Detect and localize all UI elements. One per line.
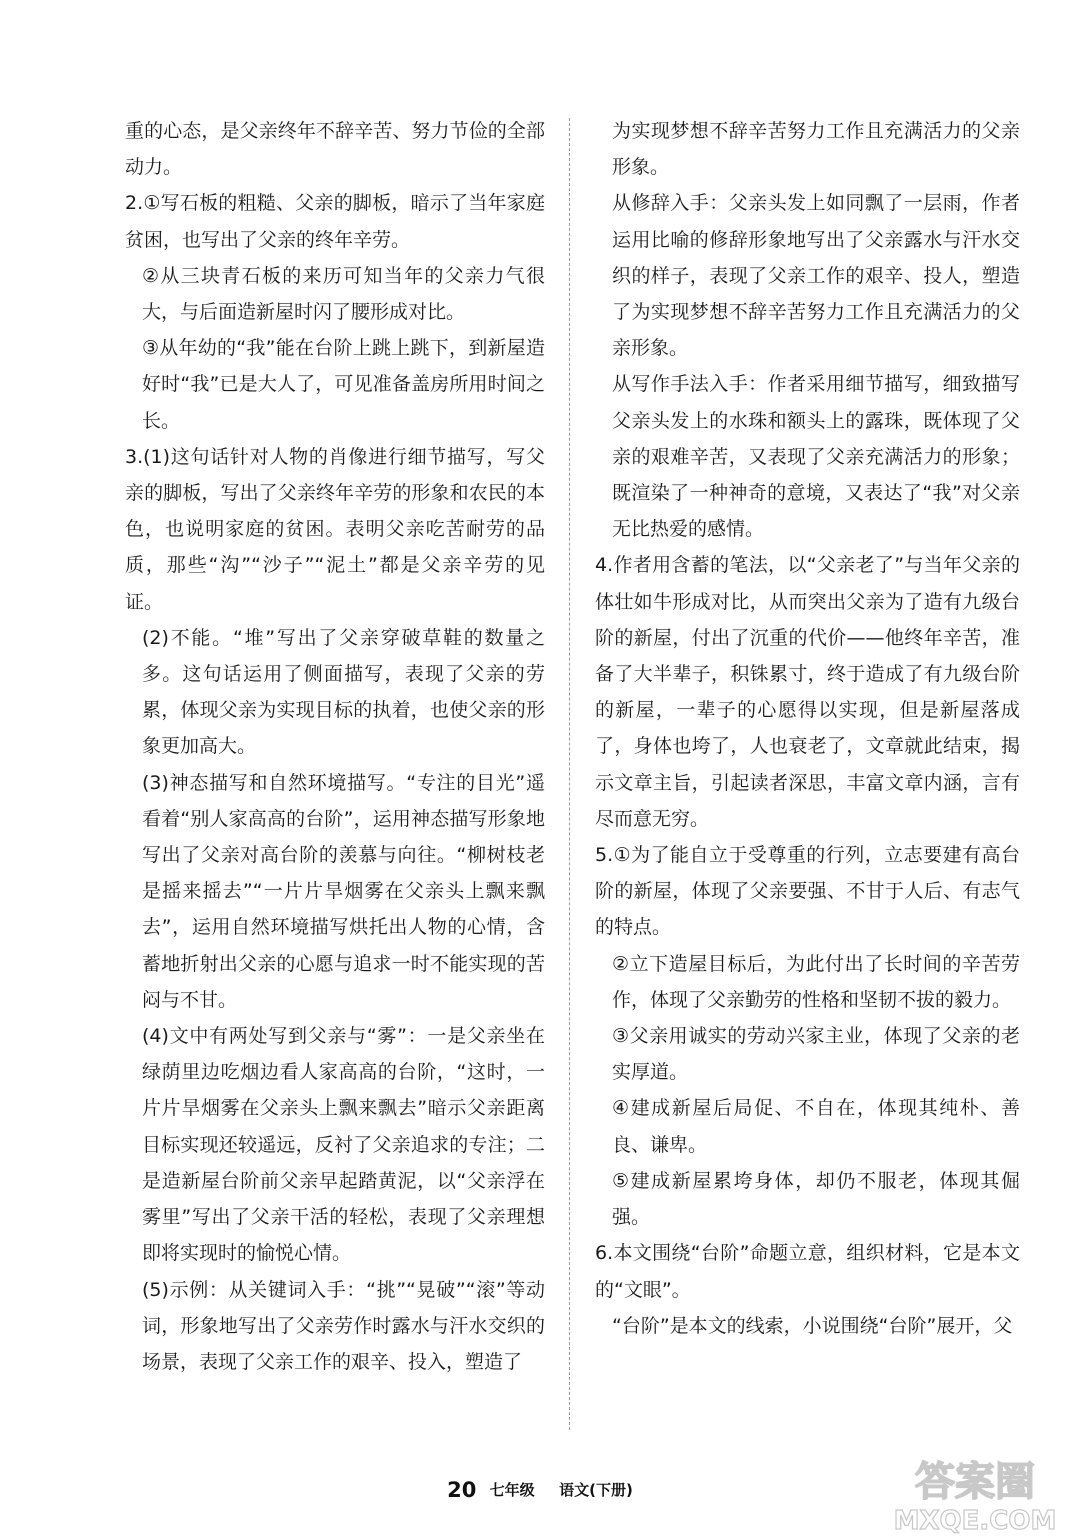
answer-3-part-5: (5)示例：从关键词入手：“挑”“晃破”“滚”等动词，形象地写出了父亲劳作时露水与汗水交织的场景，表现了父亲工作的艰辛、投入，塑造了 — [142, 1278, 545, 1373]
column-divider — [569, 118, 570, 1430]
answer-5-part-1: 5.①为了能自立于受尊重的行列，立志要建有高台阶的新屋，体现了父亲要强、不甘于人后、有志气的特点。 — [595, 844, 1020, 939]
answer-3-part-1: 3.(1)这句话针对人物的肖像进行细节描写，写父亲的脚板，写出了父亲终年辛劳的形象和农民的本色，也说明家庭的贫困。表明父亲吃苦耐劳的品质，那些“沟”“沙子”“泥土”都是父亲辛劳的见证。 — [125, 445, 545, 613]
answer-5-part-3: ③父亲用诚实的劳动兴家主业，体现了父亲的老实厚道。 — [612, 1025, 1020, 1084]
answer-6-part-1: 6.本文围绕“台阶”命题立意，组织材料，它是本文的“文眼”。 — [595, 1242, 1020, 1301]
answer-5-part-5: ⑤建成新屋累垮身体，却仍不服老，体现其倔强。 — [612, 1169, 1020, 1229]
right-column — [595, 113, 1020, 1344]
grade-label: 七年级 — [489, 1481, 535, 1499]
answer-3-part-2: (2)不能。“堆”写出了父亲穿破草鞋的数量之多。这句话运用了侧面描写，表现了父亲的劳累，体现父亲为实现目标的执着，也使父亲的形象更加高大。 — [142, 626, 545, 758]
answer-3-part-4: (4)文中有两处写到父亲与“雾”：一是父亲坐在绿荫里边吃烟边看人家高高的台阶，“这时，一片片旱烟雾在父亲头上飘来飘去”暗示父亲距离目标实现还较遥远，反衬了父亲追求的专注；二是造新屋台阶前父亲早起踏黄泥，以“父亲浮在雾里”写出了父亲干活的轻松，表现了父亲理想即将实现时的愉悦心情。 — [142, 1025, 545, 1265]
watermark-top-text: 答案圈 — [915, 1459, 1035, 1505]
answer-3-rhetoric: 从修辞入手：父亲头发上如同飘了一层雨，作者运用比喻的修辞形象地写出了父亲露水与汗水交织的样子，表现了父亲工作的艰辛、投人，塑造了为实现梦想不辞辛苦努力工作且充满活力的父亲形象。 — [612, 192, 1020, 360]
answer-5-part-2: ②立下造屋目标后，为此付出了长时间的辛苦劳作，体现了父亲勤劳的性格和坚韧不拔的毅力。 — [612, 952, 1020, 1011]
answer-6-part-2: “台阶”是本文的线索，小说围绕“台阶”展开，父 — [612, 1314, 1013, 1337]
watermark-bottom-text: MXQE.COM — [893, 1506, 1057, 1535]
answer-4: 4.作者用含蓄的笔法，以“父亲老了”与当年父亲的体壮如牛形成对比，从而突出父亲为了造有九级台阶的新屋，付出了沉重的代价——他终年辛苦，准备了大半辈子，积铢累寸，终于造成了有九级台阶的新屋，一辈子的心愿得以实现，但是新屋落成了，身体也垮了，人也衰老了，文章就此结束，揭示文章主旨，引起读者深思，丰富文章内涵，言有尽而意无穷。 — [595, 554, 1020, 830]
answer-2-part-3: ③从年幼的“我”能在台阶上跳上跳下，到新屋造好时“我”已是大人了，可见准备盖房所用时间之长。 — [142, 337, 545, 432]
answer-2-part-1: 2.①写石板的粗糙、父亲的脚板，暗示了当年家庭贫困，也写出了父亲的终年辛劳。 — [125, 192, 545, 251]
left-column — [125, 113, 545, 1380]
answer-5-part-4: ④建成新屋后局促、不自在，体现其纯朴、善良、谦卑。 — [612, 1097, 1020, 1156]
answer-3-technique: 从写作手法入手：作者采用细节描写，细致描写父亲头发上的水珠和额头上的露珠，既体现了父亲的艰难辛苦，又表现了父亲充满活力的形象；既渲染了一种神奇的意境，又表达了“我”对父亲无比热爱的感情。 — [612, 373, 1020, 541]
watermark-logo — [880, 1455, 1070, 1535]
answer-3-part-5-continued: 为实现梦想不辞辛苦努力工作且充满活力的父亲形象。 — [612, 120, 1020, 179]
answer-3-part-3: (3)神态描写和自然环境描写。“专注的目光”遥看着“别人家高高的台阶”，运用神态描写形象地写出了父亲对高台阶的羡慕与向往。“柳树枝老是摇来摇去”“一片片旱烟雾在父亲头上飘来飘去”，运用自然环境描写烘托出人物的心情，含蓄地折射出父亲的心愿与追求一时不能实现的苦闷与不甘。 — [142, 771, 545, 1011]
answer-2-part-2: ②从三块青石板的来历可知当年的父亲力气很大，与后面造新屋时闪了腰形成对比。 — [142, 264, 545, 324]
page-number: 20 — [447, 1478, 477, 1502]
subject-label: 语文(下册) — [559, 1481, 633, 1499]
answer-1-continued: 重的心态，是父亲终年不辞辛苦、努力节俭的全部动力。 — [125, 120, 545, 179]
